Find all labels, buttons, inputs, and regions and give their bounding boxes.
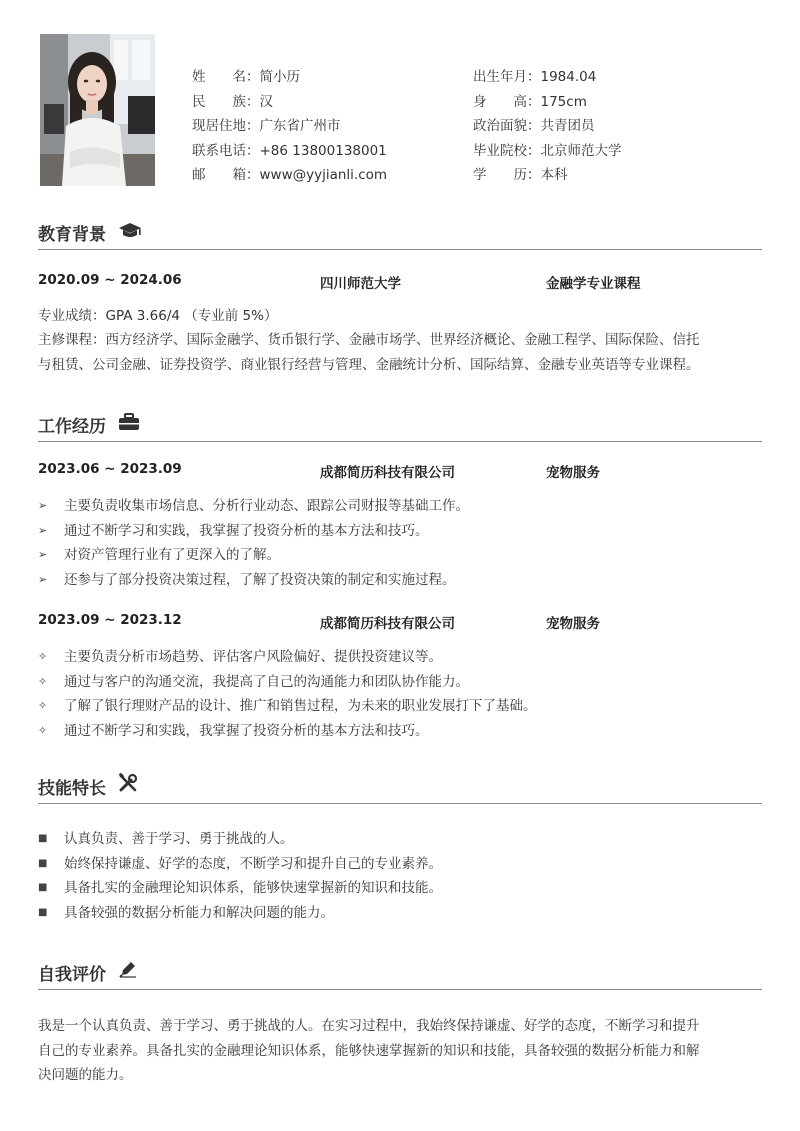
list-item-text: 主要负责分析市场趋势、评估客户风险偏好、提供投资建议等。 — [64, 649, 442, 665]
tools-icon — [118, 773, 138, 797]
list-item — [38, 852, 442, 877]
list-item — [38, 568, 469, 593]
info-value: +86 13800138001 — [259, 142, 387, 159]
list-item — [38, 543, 469, 568]
profile-info-right — [473, 65, 622, 188]
info-label: 学 历： — [473, 167, 541, 183]
info-value: 共青团员 — [540, 118, 595, 134]
education-school: 四川师范大学 — [320, 276, 401, 292]
section-title: 工作经历 — [38, 417, 106, 437]
list-item-text: 具备较强的数据分析能力和解决问题的能力。 — [64, 905, 334, 922]
job-duties-list — [38, 645, 537, 744]
arrow-bullet-icon: ➢ — [38, 548, 48, 562]
section-title: 教育背景 — [38, 225, 106, 245]
job-duties-list — [38, 494, 469, 593]
info-label: 出生年月： — [473, 69, 541, 85]
education-entry-head — [38, 272, 762, 292]
list-item-text: 认真负责、善于学习、勇于挑战的人。 — [64, 831, 294, 847]
list-item — [38, 670, 537, 695]
list-item-text: 具备扎实的金融理论知识体系，能够快速掌握新的知识和技能。 — [64, 880, 442, 897]
star-bullet-icon: ✧ — [38, 674, 48, 688]
info-value: 本科 — [540, 167, 568, 183]
list-item — [38, 876, 442, 901]
list-item — [38, 901, 442, 926]
info-label: 毕业院校： — [473, 142, 541, 159]
list-item-text: 通过与客户的沟通交流，我提高了自己的沟通能力和团队协作能力。 — [64, 673, 469, 690]
arrow-bullet-icon: ➢ — [38, 523, 48, 537]
info-value: 简小历 — [259, 69, 300, 85]
profile-info-left — [192, 65, 387, 188]
star-bullet-icon: ✧ — [38, 650, 48, 663]
list-item-text: 始终保持谦虚、好学的态度，不断学习和提升自己的专业素养。 — [64, 855, 442, 872]
info-ethnicity — [192, 90, 387, 115]
square-bullet-icon: ■ — [38, 857, 48, 869]
square-bullet-icon: ■ — [38, 833, 48, 844]
job-date: 2023.06 ~ 2023.09 — [38, 461, 182, 477]
profile-photo — [40, 34, 155, 186]
job-company: 成都简历科技有限公司 — [320, 465, 455, 481]
self-eval-line: 自己的专业素养。具备扎实的金融理论知识体系，能够快速掌握新的知识和技能，具备较强的数据分析能力和解 — [38, 1043, 700, 1059]
job-company: 成都简历科技有限公司 — [320, 616, 455, 632]
info-value: www@yyjianli.com — [259, 167, 388, 183]
pen-icon — [118, 959, 138, 983]
info-phone — [192, 139, 387, 164]
list-item — [38, 719, 537, 744]
list-item-text: 还参与了部分投资决策过程，了解了投资决策的制定和实施过程。 — [64, 572, 456, 589]
info-value: 广东省广州市 — [259, 118, 341, 134]
info-label: 民 族： — [192, 93, 260, 110]
list-item — [38, 827, 442, 852]
info-value: 1984.04 — [540, 69, 597, 85]
job-entry-head — [38, 461, 762, 481]
education-gpa: 专业成绩：GPA 3.66/4 （专业前 5%） — [38, 308, 278, 324]
skills-list — [38, 827, 442, 926]
self-eval-line: 我是一个认真负责、善于学习、勇于挑战的人。在实习过程中，我始终保持谦虚、好学的态度，不断学习和提升 — [38, 1018, 700, 1034]
profile-photo-illustration — [40, 34, 155, 186]
education-major: 金融学专业课程 — [546, 276, 641, 292]
section-work — [38, 412, 762, 442]
education-courses-line: 主修课程：西方经济学、国际金融学、货币银行学、金融市场学、世界经济概论、金融工程学、国际保险、信托 — [38, 332, 700, 348]
job-role: 宠物服务 — [546, 465, 600, 481]
education-courses-line: 与租赁、公司金融、证券投资学、商业银行经营与管理、金融统计分析、国际结算、金融专业英语等专业课程。 — [38, 357, 700, 373]
self-eval-line: 决问题的能力。 — [38, 1067, 133, 1083]
section-self-eval — [38, 960, 762, 990]
list-item-text: 对资产管理行业有了更深入的了解。 — [64, 547, 280, 564]
section-skills — [38, 774, 762, 804]
section-education — [38, 220, 762, 250]
info-political — [473, 114, 622, 139]
list-item-text: 了解了银行理财产品的设计、推广和销售过程，为未来的职业发展打下了基础。 — [64, 698, 537, 715]
info-height — [473, 90, 622, 115]
star-bullet-icon: ✧ — [38, 724, 48, 738]
education-date: 2020.09 ~ 2024.06 — [38, 272, 182, 288]
info-school — [473, 139, 622, 164]
info-value: 北京师范大学 — [540, 142, 622, 159]
info-degree — [473, 163, 622, 188]
list-item-text: 通过不断学习和实践，我掌握了投资分析的基本方法和技巧。 — [64, 723, 429, 740]
info-email — [192, 163, 387, 188]
arrow-bullet-icon: ➢ — [38, 499, 48, 512]
list-item-text: 通过不断学习和实践，我掌握了投资分析的基本方法和技巧。 — [64, 522, 429, 539]
arrow-bullet-icon: ➢ — [38, 573, 48, 587]
list-item — [38, 645, 537, 670]
star-bullet-icon: ✧ — [38, 699, 48, 713]
info-label: 联系电话： — [192, 142, 260, 159]
job-role: 宠物服务 — [546, 616, 600, 632]
info-label: 现居住地： — [192, 118, 260, 134]
info-label: 政治面貌： — [473, 118, 541, 134]
info-residence — [192, 114, 387, 139]
info-label: 身 高： — [473, 93, 541, 110]
info-label: 姓 名： — [192, 69, 260, 85]
info-value: 175cm — [540, 93, 587, 110]
list-item-text: 主要负责收集市场信息、分析行业动态、跟踪公司财报等基础工作。 — [64, 498, 469, 514]
list-item — [38, 519, 469, 544]
list-item — [38, 694, 537, 719]
info-label: 邮 箱： — [192, 167, 260, 183]
square-bullet-icon: ■ — [38, 907, 48, 919]
briefcase-icon — [118, 413, 140, 435]
info-name — [192, 65, 387, 90]
graduation-cap-icon — [118, 221, 142, 243]
section-title: 技能特长 — [38, 779, 106, 799]
square-bullet-icon: ■ — [38, 882, 48, 894]
info-value: 汉 — [259, 93, 273, 110]
job-date: 2023.09 ~ 2023.12 — [38, 612, 182, 628]
list-item — [38, 494, 469, 519]
info-birth — [473, 65, 622, 90]
section-title: 自我评价 — [38, 965, 106, 985]
job-entry-head — [38, 612, 762, 632]
